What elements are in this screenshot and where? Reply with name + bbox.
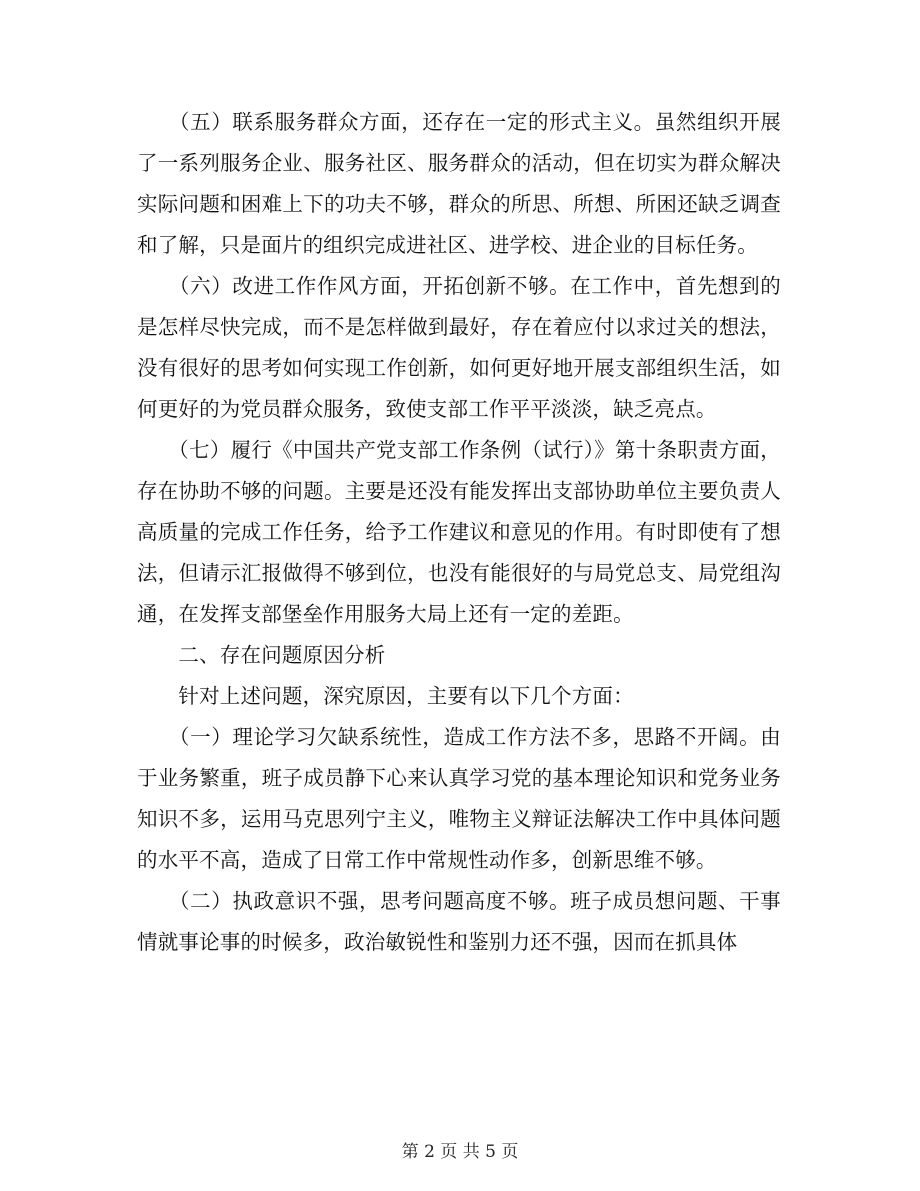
page-footer bbox=[0, 1140, 920, 1164]
paragraph-five: （五）联系服务群众方面，还存在一定的形式主义。虽然组织开展了一系列服务企业、服务社区、服务群众的活动，但在切实为群众解决实际问题和困难上下的功夫不够，群众的所思、所想、所困还缺乏调查和了解，只是面片的组织完成进社区、进学校、进企业的目标任务。 bbox=[137, 110, 781, 257]
paragraph-intro: 针对上述问题，深究原因，主要有以下几个方面： bbox=[137, 684, 634, 708]
paragraph-one: （一）理论学习欠缺系统性，造成工作方法不多，思路不开阔。由于业务繁重，班子成员静下心来认真学习党的基本理论知识和党务业务知识不多，运用马克思列宁主义，唯物主义辩证法解决工作中具体问题的水平不高，造成了日常工作中常规性动作多，创新思维不够。 bbox=[137, 725, 781, 872]
paragraph-six: （六）改进工作作风方面，开拓创新不够。在工作中，首先想到的是怎样尽快完成，而不是怎样做到最好，存在着应付以求过关的想法，没有很好的思考如何实现工作创新，如何更好地开展支部组织生活，如何更好的为党员群众服务，致使支部工作平平淡淡，缺乏亮点。 bbox=[137, 274, 781, 421]
paragraph-two: （二）执政意识不强，思考问题高度不够。班子成员想问题、干事情就事论事的时候多，政治敏锐性和鉴别力还不强，因而在抓具体 bbox=[137, 889, 781, 954]
document-body bbox=[137, 102, 781, 963]
paragraph-seven: （七）履行《中国共产党支部工作条例（试行）》第十条职责方面，存在协助不够的问题。主要是还没有能发挥出支部协助单位主要负责人高质量的完成工作任务，给予工作建议和意见的作用。有时即使有了想法，但请示汇报做得不够到位，也没有能很好的与局党总支、局党组沟通，在发挥支部堡垒作用服务大局上还有一定的差距。 bbox=[137, 438, 781, 626]
section-heading-two: 二、存在问题原因分析 bbox=[137, 643, 386, 667]
page-number: 第 2 页 共 5 页 bbox=[401, 1142, 519, 1162]
